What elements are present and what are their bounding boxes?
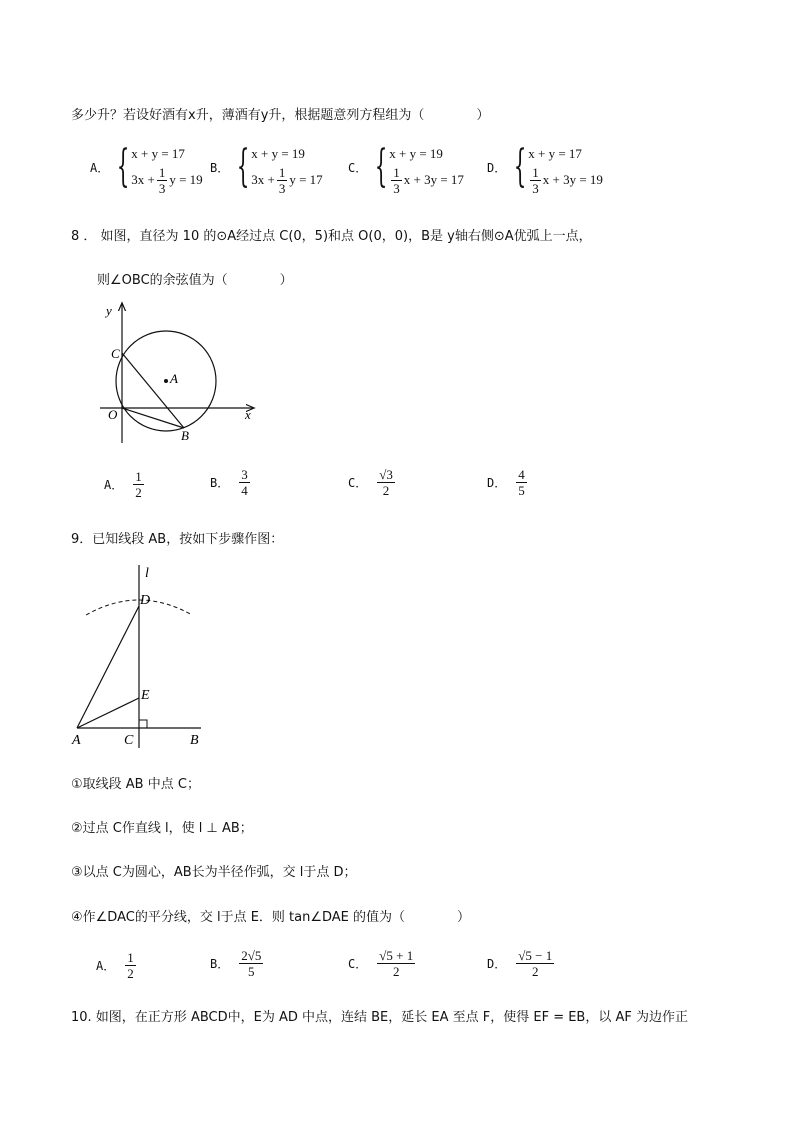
q10-question-line-1: 10. 如图，在正方形 ABCD中，E为 AD 中点，连结 BE，延长 EA 至点 F，使得 EF = EB，以 AF 为边作正 [71, 1010, 688, 1025]
line-l-label: l [145, 566, 149, 581]
equation-1: x + y = 17 [131, 146, 185, 161]
q7-option-d[interactable] [487, 141, 603, 196]
q9-step-4: ④作∠DAC的平分线，交 l于点 E．则 tan∠DAE 的值为（ ） [71, 910, 471, 925]
point-a-label: A [170, 371, 178, 386]
q8-circle-figure [95, 298, 265, 448]
option-fraction: $\frac{2√5}{5}$ [241, 948, 262, 979]
equation-system [116, 141, 203, 196]
equation-2: 3x + $\frac{1}{3}$ y = 19 [131, 164, 203, 196]
option-label: C． [348, 957, 368, 971]
point-o-label: O [108, 407, 118, 422]
q9-option-c[interactable] [348, 949, 417, 978]
q8-option-b[interactable] [210, 468, 252, 497]
option-label: D． [487, 957, 507, 971]
q9-option-d[interactable] [487, 949, 556, 978]
equation-system [374, 141, 464, 196]
q8-question-line-1: 8 ． 如图，直径为 10 的⊙A经过点 C(0，5)和点 O(0，0)，B是 y轴右侧⊙A优弧上一点， [71, 229, 592, 244]
option-label: B． [210, 160, 230, 175]
brace-icon: { [236, 141, 250, 192]
option-label: D． [487, 476, 507, 490]
q9-intro: 9．已知线段 AB，按如下步骤作图： [71, 532, 284, 547]
q9-option-a[interactable] [96, 951, 138, 980]
equation-system [513, 141, 603, 196]
q7-option-c[interactable] [348, 141, 464, 196]
option-label: C． [348, 160, 368, 175]
brace-icon: { [116, 141, 130, 192]
segment-ae [77, 698, 139, 728]
option-fraction: $\frac{1}{2}$ [135, 469, 142, 500]
q9-step-2: ②过点 C作直线 l，使 l ⊥ AB； [71, 821, 253, 836]
equation-2: $\frac{1}{3}$ x + 3y = 17 [393, 164, 464, 196]
option-fraction: $\frac{√3}{2}$ [379, 467, 393, 498]
option-fraction: $\frac{√5 - 1}{2}$ [518, 948, 553, 979]
q8-option-c[interactable] [348, 468, 397, 497]
option-label: A． [104, 478, 124, 492]
segment-ob [122, 408, 184, 428]
right-angle-mark [139, 720, 147, 728]
point-c-label: C [111, 346, 120, 361]
q9-construction-figure [68, 560, 218, 750]
q7-option-b[interactable] [210, 141, 323, 196]
equation-2: $\frac{1}{3}$ x + 3y = 19 [532, 164, 603, 196]
center-point [164, 379, 168, 383]
point-b-label: B [190, 733, 199, 748]
option-label: D． [487, 160, 507, 175]
option-label: A． [96, 959, 116, 973]
brace-icon: { [374, 141, 388, 192]
q9-step-3: ③以点 C为圆心，AB长为半径作弧，交 l于点 D； [71, 865, 357, 880]
equation-2: 3x + $\frac{1}{3}$ y = 17 [251, 164, 323, 196]
option-label: A． [90, 160, 110, 175]
equation-system [236, 141, 323, 196]
point-a-label: A [72, 733, 81, 748]
y-axis-label: y [106, 303, 112, 318]
point-d-label: D [140, 593, 151, 608]
x-axis-label: x [245, 407, 251, 422]
point-e-label: E [141, 688, 150, 703]
q7-intro: 多少升？若设好酒有x升，薄酒有y升，根据题意列方程组为（ ） [71, 108, 490, 123]
option-label: B． [210, 476, 230, 490]
equation-1: x + y = 19 [251, 146, 305, 161]
equation-1: x + y = 19 [389, 146, 443, 161]
option-label: C． [348, 476, 368, 490]
point-c-label: C [124, 733, 134, 748]
q9-option-b[interactable] [210, 949, 265, 978]
option-fraction: $\frac{3}{4}$ [241, 467, 248, 498]
segment-ad [77, 606, 139, 728]
q8-option-d[interactable] [487, 468, 529, 497]
equation-1: x + y = 17 [528, 146, 582, 161]
point-b-label: B [181, 428, 189, 443]
brace-icon: { [513, 141, 527, 192]
option-fraction: $\frac{1}{2}$ [127, 950, 134, 981]
q7-option-a[interactable] [90, 141, 203, 196]
option-label: B． [210, 957, 230, 971]
q9-step-1: ①取线段 AB 中点 C； [71, 777, 200, 792]
q8-question-line-2: 则∠OBC的余弦值为（ ） [97, 273, 293, 288]
q8-option-a[interactable] [104, 470, 146, 499]
option-fraction: $\frac{4}{5}$ [518, 467, 525, 498]
option-fraction: $\frac{√5 + 1}{2}$ [379, 948, 414, 979]
